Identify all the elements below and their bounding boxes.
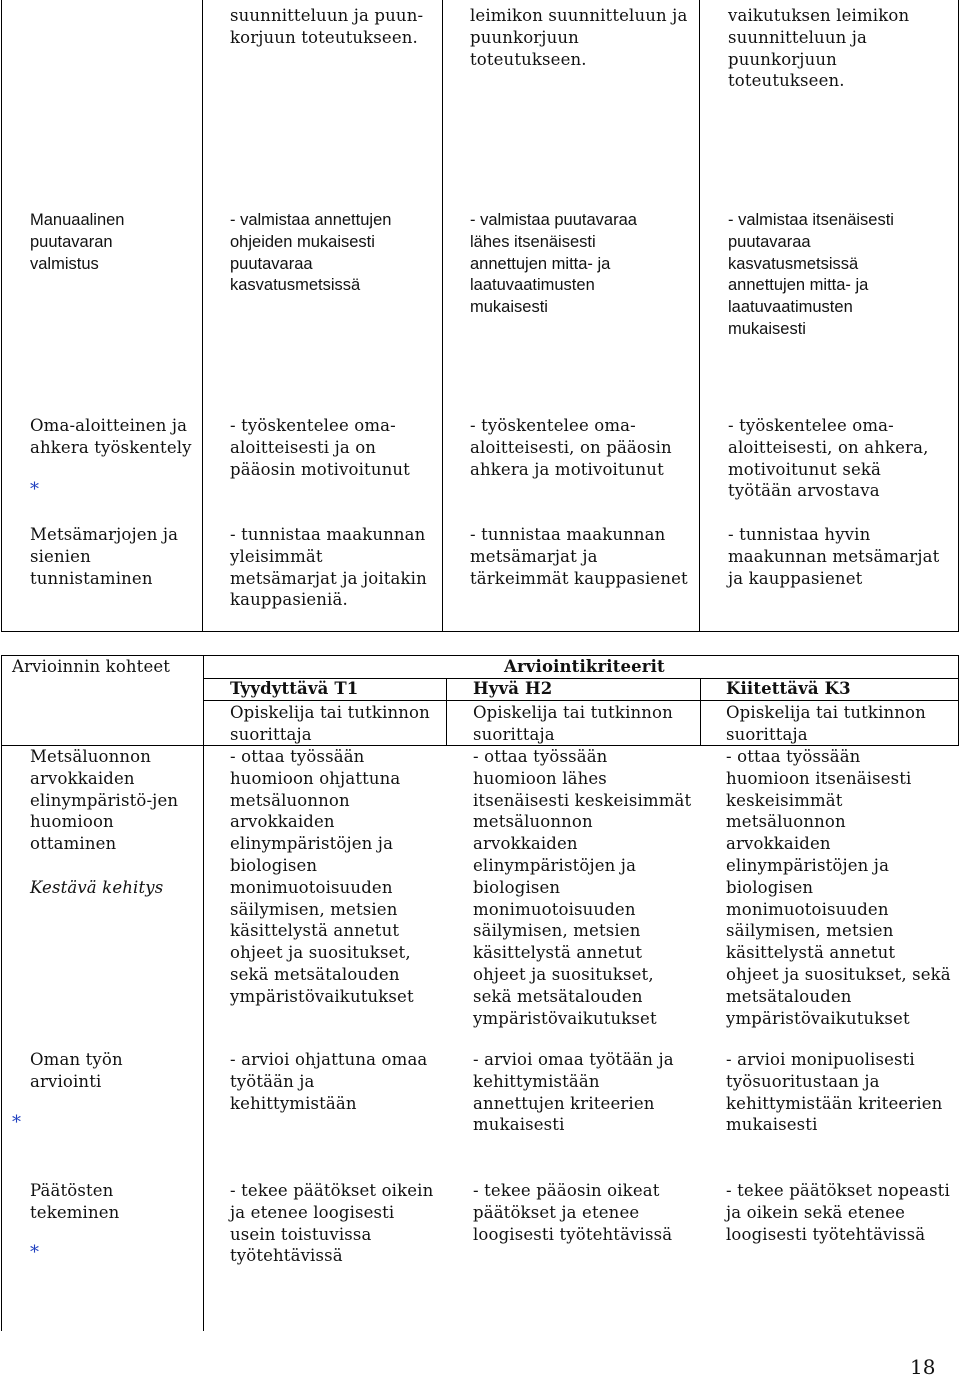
page-number: 18: [910, 1355, 936, 1379]
top-row1-t1: - valmistaa annettujen ohjeiden mukaisesti puutavaraa kasvatusmetsissä: [230, 211, 392, 295]
asterisk-marker: *: [12, 1112, 21, 1133]
bottom-row2-criterion: Päätösten tekeminen: [30, 1181, 120, 1222]
bottom-row1-h2: - arvioi omaa työtään ja kehittymistään annettujen kriteerien mukaisesti: [473, 1050, 674, 1135]
top-row2-criterion: Oma-aloitteinen ja ahkera työskentely: [30, 416, 192, 457]
top-row3-criterion: Metsämarjojen ja sienien tunnistaminen: [30, 525, 179, 588]
header-sub-k3: Opiskelija tai tutkinnon suorittaja: [726, 703, 926, 744]
bottom-row1-criterion: Oman työn arviointi: [30, 1050, 123, 1091]
top-row0-h2: leimikon suunnitteluun ja puunkorjuun toteutukseen.: [470, 6, 688, 69]
top-table-right-border: [958, 0, 959, 632]
bottom-row0-criterion: Metsäluonnon arvokkaiden elinympäristö-jen huomioon ottaminen: [30, 747, 179, 854]
top-row0-t1: suunnitteluun ja puun- korjuun toteutukseen.: [230, 6, 424, 47]
header-sub-h2: Opiskelija tai tutkinnon suorittaja: [473, 703, 673, 744]
header-row-divider-2: [203, 700, 959, 701]
top-row3-h2: - tunnistaa maakunnan metsämarjat ja tärkeimmät kauppasienet: [470, 525, 688, 588]
top-row0-k3: vaikutuksen leimikon suunnitteluun ja puunkorjuun toteutukseen.: [728, 6, 910, 91]
bottom-row0-h2: - ottaa työssään huomioon lähes itsenäisesti keskeisimmät metsäluonnon arvokkaiden elinympäristöjen ja biologisen monimuotoisuuden säilymisen, metsien käsittelystä annetut ohjeet ja suositukset, sekä metsätalouden ympäristövaikutukset: [473, 747, 692, 1028]
top-table-divider-3: [699, 0, 700, 632]
asterisk-marker: *: [30, 1242, 39, 1263]
header-h2: Hyvä H2: [473, 679, 553, 698]
top-row3-k3: - tunnistaa hyvin maakunnan metsämarjat ja kauppasienet: [728, 525, 940, 588]
bottom-row0-t1: - ottaa työssään huomioon ohjattuna metsäluonnon arvokkaiden elinympäristöjen ja biologisen monimuotoisuuden säilymisen, metsien käsittelystä annetut ohjeet ja suositukset, sekä metsätalouden ympäristövaikutukset: [230, 747, 414, 1006]
top-row2-k3: - työskentelee oma- aloitteisesti, on ahkera, motivoitunut sekä työtään arvostava: [728, 416, 929, 501]
bottom-row2-h2: - tekee pääosin oikeat päätökset ja etenee loogisesti työtehtävissä: [473, 1181, 673, 1244]
top-row1-criterion: Manuaalinen puutavaran valmistus: [30, 211, 125, 273]
header-sub-t1: Opiskelija tai tutkinnon suorittaja: [230, 703, 430, 744]
bottom-row1-t1: - arvioi ohjattuna omaa työtään ja kehittymistään: [230, 1050, 428, 1113]
bottom-row1-k3: - arvioi monipuolisesti työsuoritustaan ja kehittymistään kriteerien mukaisesti: [726, 1050, 943, 1135]
top-row1-k3: - valmistaa itsenäisesti puutavaraa kasvatusmetsissä annettujen mitta- ja laatuvaatimusten mukaisesti: [728, 211, 894, 338]
top-table-bottom-border: [1, 631, 959, 632]
bottom-row0-k3: - ottaa työssään huomioon itsenäisesti keskeisimmät metsäluonnon arvokkaiden elinympäristöjen ja biologisen monimuotoisuuden säilymisen, metsien käsittelystä annetut ohjeet ja suositukset, sekä metsätalouden ympäristövaikutukset: [726, 747, 951, 1028]
header-t1: Tyydyttävä T1: [230, 679, 359, 698]
bottom-table-left-border: [1, 655, 2, 1331]
header-arviointikriteerit: Arviointikriteerit: [504, 657, 665, 676]
header-arvioinnin-kohteet: Arvioinnin kohteet: [12, 657, 171, 676]
top-row2-h2: - työskentelee oma- aloitteisesti, on pääosin ahkera ja motivoitunut: [470, 416, 672, 479]
header-divider-t1-h2: [446, 678, 447, 746]
header-k3: Kiitettävä K3: [726, 679, 851, 698]
top-table-divider-2: [442, 0, 443, 632]
bottom-row2-k3: - tekee päätökset nopeasti ja oikein sekä etenee loogisesti työtehtävissä: [726, 1181, 950, 1244]
top-table-left-border: [1, 0, 2, 632]
header-divider-h2-k3: [700, 678, 701, 746]
top-row2-t1: - työskentelee oma- aloitteisesti ja on pääosin motivoitunut: [230, 416, 410, 479]
asterisk-marker: *: [30, 479, 39, 500]
bottom-table-col1-divider: [203, 655, 204, 1331]
top-row1-h2: - valmistaa puutavaraa lähes itsenäisesti annettujen mitta- ja laatuvaatimusten mukaisesti: [470, 211, 637, 317]
bottom-row0-note: Kestävä kehitys: [30, 878, 164, 897]
top-table-divider-1: [202, 0, 203, 632]
top-row3-t1: - tunnistaa maakunnan yleisimmät metsämarjat ja joitakin kauppasieniä.: [230, 525, 427, 610]
bottom-row2-t1: - tekee päätökset oikein ja etenee loogisesti usein toistuvissa työtehtävissä: [230, 1181, 434, 1266]
